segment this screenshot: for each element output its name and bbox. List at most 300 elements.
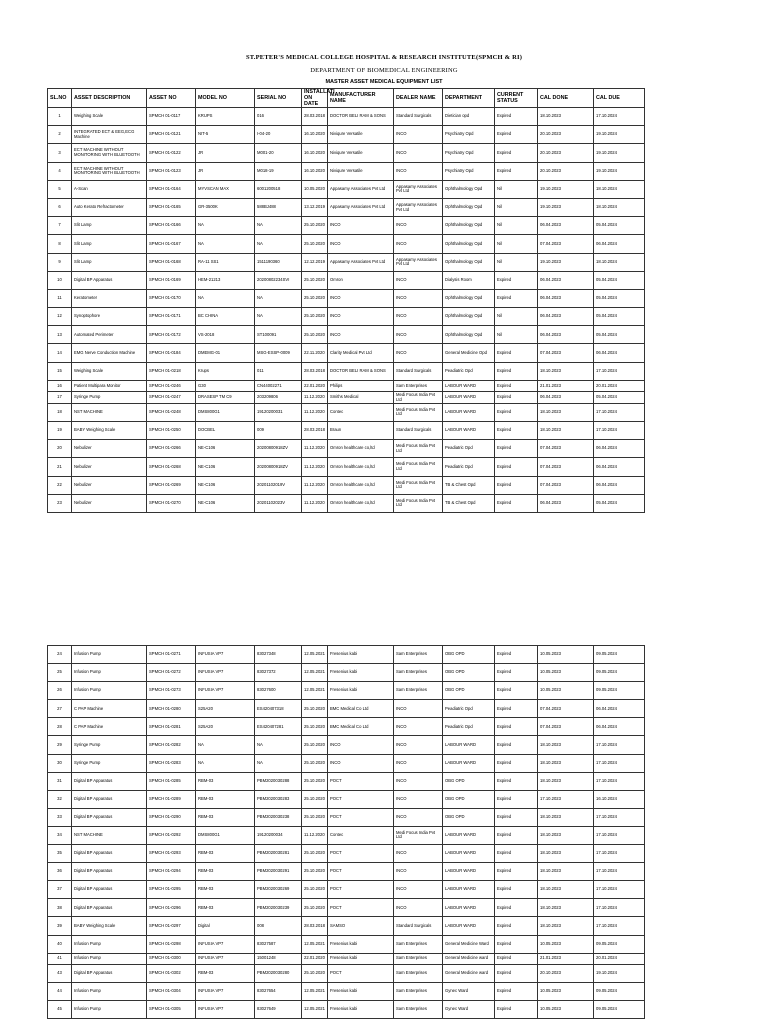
- table-cell: 16.10.2020: [302, 162, 328, 180]
- table-cell: Medi Focus India Pvt Ltd: [394, 392, 443, 404]
- table-cell: 18.10.2023: [538, 108, 594, 126]
- table-cell: INFUSIA VP7: [196, 935, 255, 953]
- table-cell: Keratometer: [72, 289, 147, 307]
- table-cell: SPMCH 01-0167: [147, 235, 196, 253]
- table-cell: RBM-03: [196, 845, 255, 863]
- table-cell: 11: [48, 289, 72, 307]
- table-cell: Braun: [328, 422, 394, 440]
- table-cell: Slit Lamp: [72, 253, 147, 271]
- table-cell: Expired: [495, 458, 538, 476]
- table-cell: LABOUR WARD: [443, 392, 495, 404]
- table-cell: PBM2020030238: [255, 808, 302, 826]
- table-cell: PBM2020030239: [255, 899, 302, 917]
- table-cell: Expired: [495, 494, 538, 512]
- table-cell: 20.10.2023: [538, 964, 594, 982]
- table-cell: RBM-03: [196, 881, 255, 899]
- table-cell: 011: [255, 362, 302, 380]
- table-cell: C PAP Machine: [72, 700, 147, 718]
- table-cell: POCT: [328, 899, 394, 917]
- table-cell: SPMCH 01-0171: [147, 308, 196, 326]
- table-cell: 09.05.2024: [594, 935, 645, 953]
- table-cell: Ophthalmology Opd: [443, 217, 495, 235]
- table-cell: Infusion Pump: [72, 664, 147, 682]
- table-cell: INFUSIA VP7: [196, 1000, 255, 1018]
- table-cell: 07.04.2023: [538, 718, 594, 736]
- table-cell: PBM2020030280: [255, 964, 302, 982]
- table-cell: INCO: [394, 899, 443, 917]
- table-cell: BMC Medical Co Ltd: [328, 700, 394, 718]
- column-header: SERIAL NO: [255, 89, 302, 108]
- table-cell: INCO: [394, 718, 443, 736]
- table-cell: 19.10.2024: [594, 162, 645, 180]
- table-cell: SPMCH 01-0121: [147, 126, 196, 144]
- table-cell: Nil: [495, 326, 538, 344]
- table-cell: 41: [48, 953, 72, 964]
- table-cell: SPMCH 01-0247: [147, 392, 196, 404]
- table-cell: 20.10.2023: [538, 126, 594, 144]
- table-cell: SPMCH 01-0283: [147, 754, 196, 772]
- table-cell: INCO: [328, 736, 394, 754]
- table-cell: 25.10.2020: [302, 736, 328, 754]
- table-cell: 06.04.2024: [594, 440, 645, 458]
- table-cell: 06.04.2024: [594, 700, 645, 718]
- table-cell: Digital BP Apparatus: [72, 271, 147, 289]
- table-cell: Expired: [495, 476, 538, 494]
- table-cell: Digital: [196, 917, 255, 935]
- table-cell: Medi Focus India Pvt Ltd: [394, 494, 443, 512]
- table-cell: NST MACHINE: [72, 403, 147, 421]
- table-cell: SPMCH 01-0166: [147, 217, 196, 235]
- table-cell: 18.10.2023: [538, 736, 594, 754]
- table-cell: 05.04.2024: [594, 326, 645, 344]
- table-cell: 22: [48, 476, 72, 494]
- table-cell: SPMCH 01-0304: [147, 982, 196, 1000]
- table-cell: M018-19: [255, 162, 302, 180]
- table-cell: 17.10.2024: [594, 362, 645, 380]
- table-cell: Ophthalmology Opd: [443, 253, 495, 271]
- table-cell: 17.10.2024: [594, 863, 645, 881]
- table-cell: 18.10.2024: [594, 198, 645, 216]
- table-cell: SPMCH 01-0268: [147, 458, 196, 476]
- column-header: DEALER NAME: [394, 89, 443, 108]
- table-cell: Niviqure Versatile: [328, 162, 394, 180]
- table-cell: Slit Lamp: [72, 235, 147, 253]
- table-cell: LABOUR WARD: [443, 754, 495, 772]
- table-cell: LABOUR WARD: [443, 403, 495, 421]
- table-cell: OBG OPD: [443, 808, 495, 826]
- table-cell: OBG OPD: [443, 664, 495, 682]
- table-row: [48, 953, 645, 964]
- table-cell: 21.01.2023: [538, 953, 594, 964]
- table-row: [48, 964, 645, 982]
- table-cell: 09.05.2024: [594, 664, 645, 682]
- table-cell: PBM2020030288: [255, 772, 302, 790]
- table-cell: 05.04.2024: [594, 494, 645, 512]
- table-cell: 17: [48, 392, 72, 404]
- table-cell: 28.03.2018: [302, 917, 328, 935]
- table-cell: Expired: [495, 1000, 538, 1018]
- table-row: [48, 289, 645, 307]
- table-cell: 18.10.2023: [538, 826, 594, 844]
- table-cell: 20200802234SVI: [255, 271, 302, 289]
- table-cell: 28: [48, 718, 72, 736]
- table-cell: NA: [196, 235, 255, 253]
- table-cell: 83027587: [255, 935, 302, 953]
- table-cell: 14: [48, 344, 72, 362]
- table-cell: Standard Surgicals: [394, 917, 443, 935]
- table-cell: INFUSIA VP7: [196, 664, 255, 682]
- table-cell: Krups: [196, 362, 255, 380]
- table-cell: 12.05.2021: [302, 935, 328, 953]
- table-cell: Infusion Pump: [72, 935, 147, 953]
- table-cell: LABOUR WARD: [443, 899, 495, 917]
- table-cell: 25.10.2020: [302, 754, 328, 772]
- table-cell: Fresenius kabi: [328, 664, 394, 682]
- table-cell: 19.10.2024: [594, 964, 645, 982]
- table-cell: 11.12.2020: [302, 476, 328, 494]
- table-row: [48, 380, 645, 392]
- table-cell: 25.10.2020: [302, 326, 328, 344]
- table-cell: Expired: [495, 736, 538, 754]
- table-cell: Medi Focus India Pvt Ltd: [394, 440, 443, 458]
- table-cell: 83027600: [255, 682, 302, 700]
- table-cell: LABOUR WARD: [443, 881, 495, 899]
- table-cell: NE-C106: [196, 476, 255, 494]
- table-cell: 19: [48, 422, 72, 440]
- table-cell: RBM-03: [196, 808, 255, 826]
- table-row: [48, 1000, 645, 1018]
- table-cell: Expired: [495, 362, 538, 380]
- table-cell: Infusion Pump: [72, 682, 147, 700]
- table-cell: 06.04.2023: [538, 494, 594, 512]
- table-cell: 05.04.2024: [594, 217, 645, 235]
- table-cell: NE-C106: [196, 440, 255, 458]
- table-cell: SPMCH 01-0169: [147, 271, 196, 289]
- table-row: [48, 772, 645, 790]
- table-row: [48, 881, 645, 899]
- table-cell: SPMCH 01-0273: [147, 682, 196, 700]
- table-cell: Omron healthcare co,ltd: [328, 494, 394, 512]
- table-cell: Sam Enterprises: [394, 664, 443, 682]
- table-cell: SPMCH 01-0292: [147, 826, 196, 844]
- table-cell: 1511190360: [255, 253, 302, 271]
- table-cell: 20201102019V: [255, 476, 302, 494]
- table-row: [48, 422, 645, 440]
- table-cell: Nil: [495, 253, 538, 271]
- table-cell: 203209806: [255, 392, 302, 404]
- table-cell: DMS800G1: [196, 403, 255, 421]
- table-cell: Sam Enterprises: [394, 380, 443, 392]
- table-cell: 06.04.2024: [594, 458, 645, 476]
- table-row: [48, 198, 645, 216]
- table-row: [48, 899, 645, 917]
- column-header: DEPARTMENT: [443, 89, 495, 108]
- table-cell: 19.10.2024: [594, 144, 645, 162]
- table-cell: 19.10.2023: [538, 198, 594, 216]
- table-cell: DMEMG-01: [196, 344, 255, 362]
- table-cell: SPMCH 01-0168: [147, 253, 196, 271]
- table-cell: Fresenius kabi: [328, 953, 394, 964]
- table-cell: 09.05.2024: [594, 1000, 645, 1018]
- table-cell: Expired: [495, 953, 538, 964]
- table-cell: General Medicine ward: [443, 964, 495, 982]
- table-cell: INCO: [328, 217, 394, 235]
- table-cell: 32: [48, 790, 72, 808]
- table-cell: 19120200031: [255, 403, 302, 421]
- table-cell: Ophthalmology Opd: [443, 180, 495, 198]
- table-cell: Digital BP Apparatus: [72, 899, 147, 917]
- table-cell: 25.10.2020: [302, 289, 328, 307]
- table-row: [48, 392, 645, 404]
- table-cell: General Medicine Ward: [443, 935, 495, 953]
- table-cell: LABOUR WARD: [443, 845, 495, 863]
- table-row: [48, 754, 645, 772]
- column-header: MANUFACTURER NAME: [328, 89, 394, 108]
- table-cell: Expired: [495, 808, 538, 826]
- table-cell: 11.12.2020: [302, 392, 328, 404]
- table-cell: 39: [48, 917, 72, 935]
- table-cell: PBM2020030281: [255, 845, 302, 863]
- table-cell: 30: [48, 754, 72, 772]
- table-row: [48, 162, 645, 180]
- table-cell: G30: [196, 380, 255, 392]
- table-cell: Expired: [495, 718, 538, 736]
- table-cell: 05.04.2024: [594, 308, 645, 326]
- table-cell: Ophthalmology Opd: [443, 198, 495, 216]
- table-cell: 20201102023V: [255, 494, 302, 512]
- department-title: DEPARTMENT OF BIOMEDICAL ENGINEERING: [310, 67, 458, 74]
- table-cell: INCO: [394, 289, 443, 307]
- table-cell: 20.10.2023: [538, 144, 594, 162]
- table-cell: INFUSIA VP7: [196, 953, 255, 964]
- table-cell: 25.10.2020: [302, 700, 328, 718]
- table-cell: DOCBEL: [196, 422, 255, 440]
- table-row: [48, 682, 645, 700]
- table-cell: Standard Surgicals: [394, 108, 443, 126]
- table-cell: 20: [48, 440, 72, 458]
- table-cell: 16.10.2020: [302, 144, 328, 162]
- table-cell: PBM2020030269: [255, 881, 302, 899]
- table-cell: 06.04.2023: [538, 271, 594, 289]
- table-cell: BMC Medical Co Ltd: [328, 718, 394, 736]
- table-cell: 36: [48, 863, 72, 881]
- table-cell: 20200800918ZV: [255, 458, 302, 476]
- table-cell: 34: [48, 826, 72, 844]
- table-cell: Patient Multipara Monitor: [72, 380, 147, 392]
- table-cell: LABOUR WARD: [443, 917, 495, 935]
- table-row: [48, 935, 645, 953]
- table-cell: M001-20: [255, 144, 302, 162]
- table-cell: Gynec Ward: [443, 1000, 495, 1018]
- table-cell: NA: [255, 235, 302, 253]
- table-cell: Nil: [495, 235, 538, 253]
- table-row: [48, 326, 645, 344]
- table-cell: SPMCH 01-0294: [147, 863, 196, 881]
- table-cell: Appasamy Associates Pvt Ltd: [328, 253, 394, 271]
- table-cell: 05.04.2024: [594, 271, 645, 289]
- table-cell: Expired: [495, 790, 538, 808]
- table-cell: 6: [48, 198, 72, 216]
- table-cell: 18.10.2023: [538, 863, 594, 881]
- table-cell: INCO: [394, 808, 443, 826]
- table-cell: CN44002271: [255, 380, 302, 392]
- table-cell: 07.04.2023: [538, 700, 594, 718]
- table-cell: SPMCH 01-0280: [147, 700, 196, 718]
- table-cell: C PAP Machine: [72, 718, 147, 736]
- table-cell: Nil: [495, 198, 538, 216]
- table-cell: 09.05.2024: [594, 982, 645, 1000]
- table-cell: Nebulizer: [72, 458, 147, 476]
- table-cell: 5: [48, 180, 72, 198]
- table-cell: Infusion Pump: [72, 982, 147, 1000]
- table-cell: INCO: [394, 217, 443, 235]
- table-cell: INCO: [394, 162, 443, 180]
- table-cell: 10.05.2023: [538, 664, 594, 682]
- table-cell: 06.04.2023: [538, 217, 594, 235]
- table-cell: 8: [48, 235, 72, 253]
- table-cell: A-Scan: [72, 180, 147, 198]
- table-cell: Syringe Pump: [72, 736, 147, 754]
- table-row: [48, 476, 645, 494]
- table-cell: SPMCH 01-0165: [147, 198, 196, 216]
- table-cell: Fresenius kabi: [328, 982, 394, 1000]
- table-cell: NA: [196, 217, 255, 235]
- table-cell: 16: [48, 380, 72, 392]
- table-cell: 009: [255, 422, 302, 440]
- table-cell: 26: [48, 682, 72, 700]
- table-cell: RBM-03: [196, 772, 255, 790]
- table-cell: 25.10.2020: [302, 235, 328, 253]
- table-cell: SPMCH 01-0123: [147, 162, 196, 180]
- table-cell: 28.03.2018: [302, 362, 328, 380]
- table-cell: Nebulizer: [72, 494, 147, 512]
- table-cell: 11.12.2020: [302, 458, 328, 476]
- table-cell: LABOUR WARD: [443, 736, 495, 754]
- table-cell: Infusion Pump: [72, 646, 147, 664]
- table-cell: 11.12.2020: [302, 494, 328, 512]
- table-cell: Expired: [495, 440, 538, 458]
- table-cell: Psychiatry Opd: [443, 126, 495, 144]
- table-cell: Expired: [495, 964, 538, 982]
- table-cell: INCO: [394, 144, 443, 162]
- table-cell: I-04-20: [255, 126, 302, 144]
- table-cell: Ophthalmology Opd: [443, 326, 495, 344]
- table-cell: 05.04.2024: [594, 392, 645, 404]
- table-row: [48, 217, 645, 235]
- table-cell: Dialysis Room: [443, 271, 495, 289]
- table-cell: SPMCH 01-0272: [147, 664, 196, 682]
- table-cell: Clarity Medical Pvt Ltd: [328, 344, 394, 362]
- table-cell: Appasamy Associates Pvt Ltd: [328, 198, 394, 216]
- table-cell: 9: [48, 253, 72, 271]
- table-cell: 17.10.2023: [538, 790, 594, 808]
- table-cell: 11.12.2020: [302, 403, 328, 421]
- table-cell: JR: [196, 144, 255, 162]
- table-cell: 18: [48, 403, 72, 421]
- table-cell: Automated Perimeter: [72, 326, 147, 344]
- table-cell: Expired: [495, 982, 538, 1000]
- table-cell: SPMCH 01-0218: [147, 362, 196, 380]
- table-cell: 25.10.2020: [302, 881, 328, 899]
- table-cell: Expired: [495, 772, 538, 790]
- table-cell: INCO: [394, 736, 443, 754]
- column-header: ASSET NO: [147, 89, 196, 108]
- table-cell: 06.04.2024: [594, 476, 645, 494]
- table-cell: DMS800G1: [196, 826, 255, 844]
- table-cell: Weighing Scale: [72, 362, 147, 380]
- table-cell: Expired: [495, 700, 538, 718]
- column-header: SL.NO: [48, 89, 72, 108]
- table-cell: ECT MACHINE WITHOUT MONITORING WITH BLUETOOTH: [72, 162, 147, 180]
- table-cell: SAMSO: [328, 917, 394, 935]
- table-cell: 12: [48, 308, 72, 326]
- equipment-table-page1: [47, 88, 645, 513]
- table-row: [48, 344, 645, 362]
- table-cell: S25A20: [196, 700, 255, 718]
- table-cell: SPMCH 01-0305: [147, 1000, 196, 1018]
- table-cell: MSG-ESSP-0009: [255, 344, 302, 362]
- table-cell: RA-11 SS1: [196, 253, 255, 271]
- table-cell: Appasamy Associates Pvt Ltd: [394, 253, 443, 271]
- table-cell: 12.12.2019: [302, 253, 328, 271]
- table-cell: Expired: [495, 826, 538, 844]
- table-cell: S25A20: [196, 718, 255, 736]
- table-cell: 18.10.2024: [594, 253, 645, 271]
- table-cell: 12.05.2021: [302, 646, 328, 664]
- table-row: [48, 664, 645, 682]
- table-cell: INCO: [394, 271, 443, 289]
- table-cell: 20.01.2024: [594, 953, 645, 964]
- table-cell: 17.10.2024: [594, 899, 645, 917]
- table-cell: 43: [48, 964, 72, 982]
- table-cell: POCT: [328, 772, 394, 790]
- table-cell: Expired: [495, 899, 538, 917]
- table-cell: NA: [255, 754, 302, 772]
- table-cell: OBG OPD: [443, 682, 495, 700]
- table-cell: Expired: [495, 754, 538, 772]
- table-row: [48, 180, 645, 198]
- table-cell: KRUPS: [196, 108, 255, 126]
- table-row: [48, 863, 645, 881]
- table-row: [48, 917, 645, 935]
- table-cell: 17.10.2024: [594, 108, 645, 126]
- table-cell: 18.10.2023: [538, 422, 594, 440]
- table-cell: OBG OPD: [443, 646, 495, 664]
- table-cell: Medi Focus India Pvt Ltd: [394, 458, 443, 476]
- table-cell: Peadiatric Opd: [443, 440, 495, 458]
- table-cell: Synoptophore: [72, 308, 147, 326]
- table-cell: 07.04.2023: [538, 458, 594, 476]
- table-cell: 11.12.2020: [302, 440, 328, 458]
- table-cell: Infusion Pump: [72, 953, 147, 964]
- table-cell: 22.01.2020: [302, 380, 328, 392]
- table-cell: 40: [48, 935, 72, 953]
- table-cell: 13: [48, 326, 72, 344]
- table-cell: POCT: [328, 845, 394, 863]
- table-cell: 27: [48, 700, 72, 718]
- table-cell: Appasamy Associates Pvt Ltd: [394, 180, 443, 198]
- table-cell: General Medicine ward: [443, 953, 495, 964]
- table-cell: 17.10.2024: [594, 845, 645, 863]
- table-cell: 18.10.2023: [538, 881, 594, 899]
- table-cell: Expired: [495, 126, 538, 144]
- table-cell: ES420407281: [255, 718, 302, 736]
- table-cell: 07.04.2023: [538, 344, 594, 362]
- table-cell: 18.10.2023: [538, 917, 594, 935]
- table-cell: BABY Weighing Scale: [72, 422, 147, 440]
- table-cell: NA: [255, 217, 302, 235]
- table-cell: POCT: [328, 863, 394, 881]
